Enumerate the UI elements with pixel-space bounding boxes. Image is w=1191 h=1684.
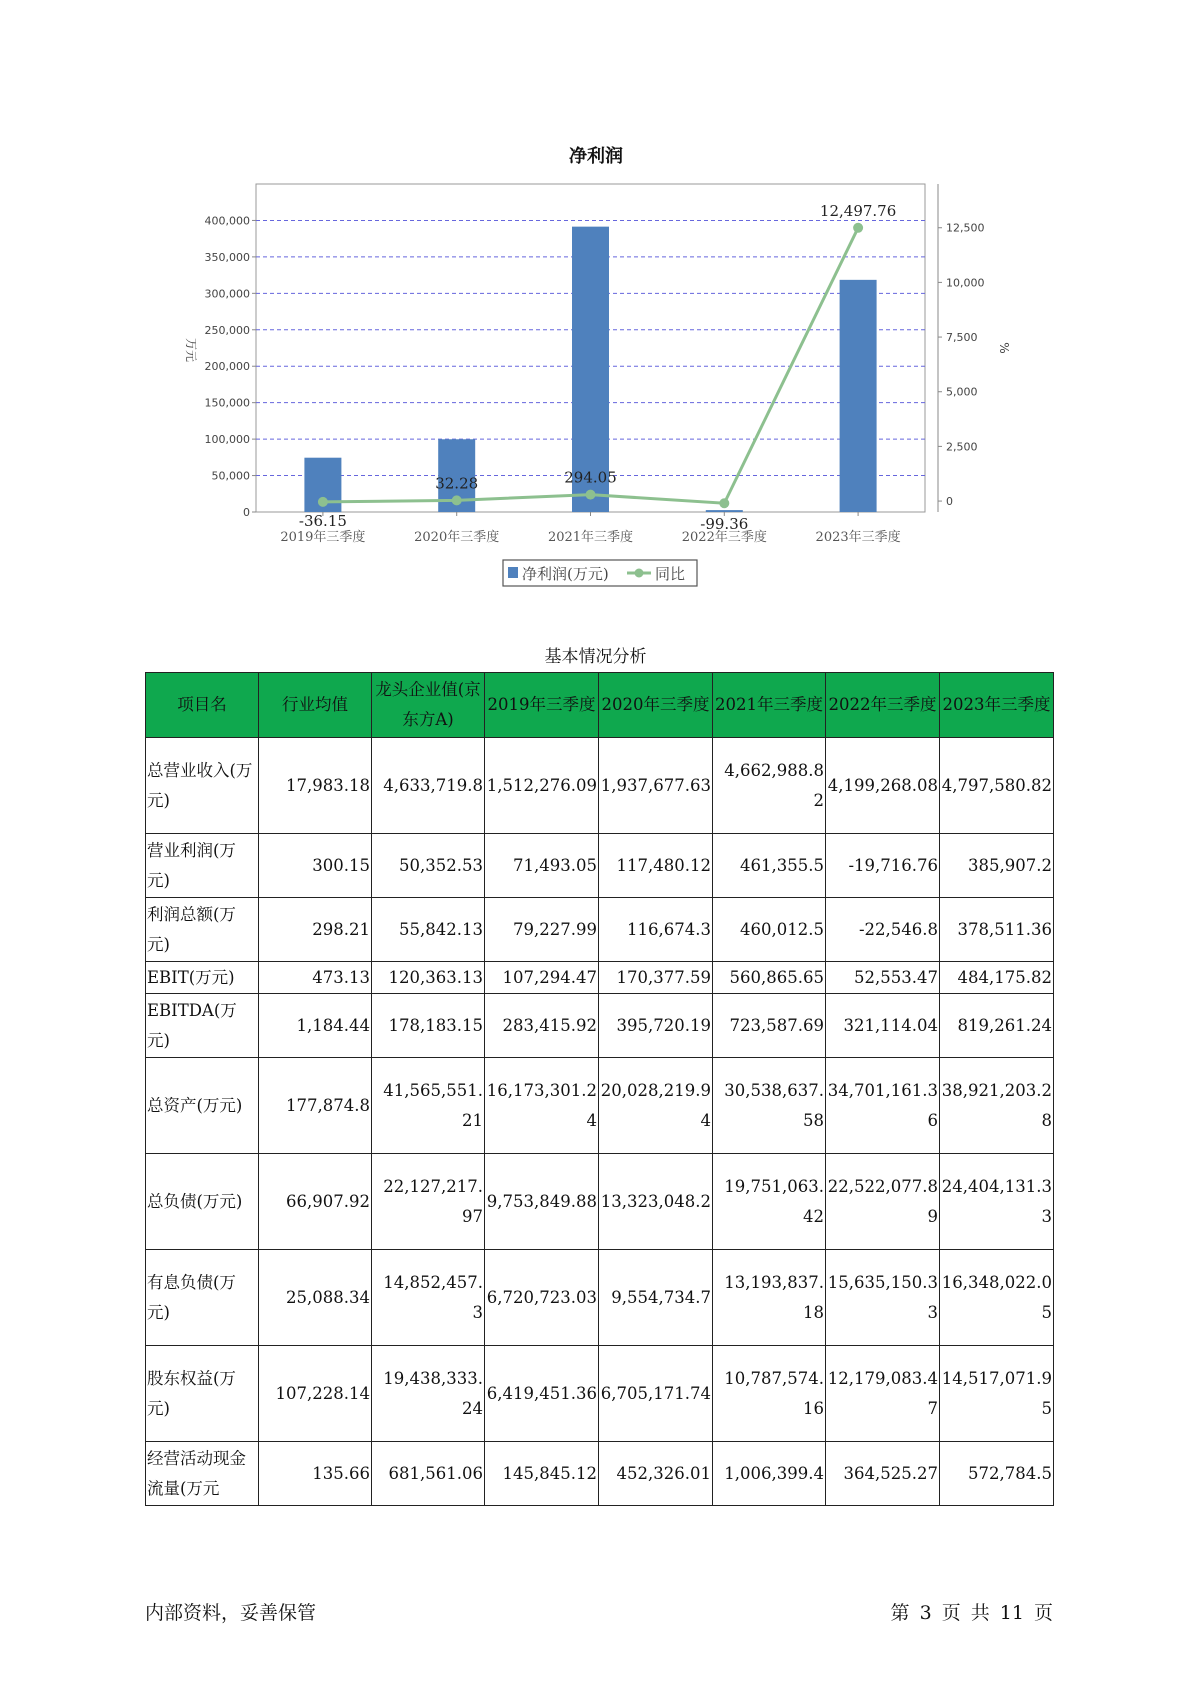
table-cell: 13,193,837.18 <box>713 1250 826 1346</box>
table-cell: 723,587.69 <box>713 994 826 1058</box>
table-row <box>146 1058 1054 1154</box>
table-header-cell: 2019年三季度 <box>485 673 599 738</box>
table-cell: 14,852,457.3 <box>372 1250 485 1346</box>
table-title: 基本情况分析 <box>544 647 647 667</box>
table-row <box>146 994 1054 1058</box>
table-cell: 452,326.01 <box>599 1442 713 1506</box>
row-label: 股东权益(万元) <box>146 1346 259 1442</box>
table-cell: 38,921,203.28 <box>940 1058 1054 1154</box>
legend-bar-label: 净利润(万元) <box>522 565 609 583</box>
left-tick-label: 100,000 <box>204 433 250 447</box>
table-cell: 460,012.5 <box>713 898 826 962</box>
left-tick-label: 150,000 <box>204 396 250 410</box>
table-cell: 41,565,551.21 <box>372 1058 485 1154</box>
table-cell: 34,701,161.36 <box>826 1058 940 1154</box>
yoy-data-label: -36.15 <box>298 511 347 530</box>
table-header-cell: 2020年三季度 <box>599 673 713 738</box>
table-cell: 6,705,171.74 <box>599 1346 713 1442</box>
table-row <box>146 1154 1054 1250</box>
table-cell: 321,114.04 <box>826 994 940 1058</box>
table-cell: 55,842.13 <box>372 898 485 962</box>
table-row <box>146 898 1054 962</box>
net-profit-chart <box>0 0 1191 600</box>
footer-confidential: 内部资料，妥善保管 <box>145 1602 317 1624</box>
table-cell: 1,006,399.4 <box>713 1442 826 1506</box>
table-cell: 9,753,849.88 <box>485 1154 599 1250</box>
table-cell: 145,845.12 <box>485 1442 599 1506</box>
table-header-row <box>146 673 1054 738</box>
table-row <box>146 1442 1054 1506</box>
table-cell: 283,415.92 <box>485 994 599 1058</box>
table-cell: -22,546.8 <box>826 898 940 962</box>
table-row <box>146 834 1054 898</box>
table-cell: 10,787,574.16 <box>713 1346 826 1442</box>
row-label: EBIT(万元) <box>146 962 259 994</box>
table-cell: 170,377.59 <box>599 962 713 994</box>
table-cell: 300.15 <box>259 834 372 898</box>
table-header-cell: 项目名 <box>146 673 259 738</box>
yoy-data-label: -99.36 <box>700 515 749 534</box>
table-cell: 572,784.5 <box>940 1442 1054 1506</box>
left-tick-label: 50,000 <box>211 469 250 483</box>
yoy-data-label: 294.05 <box>564 468 617 487</box>
table-cell: 66,907.92 <box>259 1154 372 1250</box>
bar <box>706 510 743 512</box>
table-cell: 116,674.3 <box>599 898 713 962</box>
table-header-cell: 龙头企业值(京东方A) <box>372 673 485 738</box>
table-cell: 22,522,077.89 <box>826 1154 940 1250</box>
row-label: 总负债(万元) <box>146 1154 259 1250</box>
table-cell: 52,553.47 <box>826 962 940 994</box>
row-label: 总资产(万元) <box>146 1058 259 1154</box>
table-cell: 4,633,719.8 <box>372 738 485 834</box>
table-cell: 30,538,637.58 <box>713 1058 826 1154</box>
right-tick-label: 0 <box>946 495 953 509</box>
table-cell: -19,716.76 <box>826 834 940 898</box>
legend-bar-swatch <box>508 567 518 578</box>
table-cell: 120,363.13 <box>372 962 485 994</box>
table-cell: 4,199,268.08 <box>826 738 940 834</box>
x-tick-label: 2023年三季度 <box>815 530 901 545</box>
legend-line-marker <box>635 569 644 578</box>
table-row <box>146 738 1054 834</box>
right-tick-label: 5,000 <box>946 385 978 399</box>
table-cell: 298.21 <box>259 898 372 962</box>
row-label: 有息负债(万元) <box>146 1250 259 1346</box>
table-cell: 395,720.19 <box>599 994 713 1058</box>
row-label: 总营业收入(万元) <box>146 738 259 834</box>
row-label: 经营活动现金流量(万元 <box>146 1442 259 1506</box>
table-cell: 19,438,333.24 <box>372 1346 485 1442</box>
table-cell: 17,983.18 <box>259 738 372 834</box>
table-cell: 14,517,071.95 <box>940 1346 1054 1442</box>
left-tick-label: 250,000 <box>204 323 250 337</box>
chart-title: 净利润 <box>569 146 623 167</box>
table-cell: 117,480.12 <box>599 834 713 898</box>
table-cell: 15,635,150.33 <box>826 1250 940 1346</box>
table-cell: 484,175.82 <box>940 962 1054 994</box>
table-cell: 4,662,988.82 <box>713 738 826 834</box>
left-tick-label: 200,000 <box>204 360 250 374</box>
basic-analysis-table <box>145 672 1054 1506</box>
x-tick-label: 2019年三季度 <box>280 530 366 545</box>
table-cell: 12,179,083.47 <box>826 1346 940 1442</box>
table-row <box>146 1346 1054 1442</box>
table-cell: 24,404,131.33 <box>940 1154 1054 1250</box>
table-cell: 385,907.2 <box>940 834 1054 898</box>
chart-svg <box>0 0 1191 600</box>
footer-page-number: 第 3 页 共 11 页 <box>890 1602 1053 1624</box>
table-cell: 13,323,048.2 <box>599 1154 713 1250</box>
table-cell: 6,419,451.36 <box>485 1346 599 1442</box>
table-cell: 178,183.15 <box>372 994 485 1058</box>
yoy-data-label: 12,497.76 <box>819 201 897 220</box>
legend-line-label: 同比 <box>655 565 686 583</box>
table-cell: 378,511.36 <box>940 898 1054 962</box>
yoy-point <box>719 498 729 508</box>
table-row <box>146 962 1054 994</box>
table-cell: 6,720,723.03 <box>485 1250 599 1346</box>
table-cell: 681,561.06 <box>372 1442 485 1506</box>
table-cell: 107,228.14 <box>259 1346 372 1442</box>
table-cell: 1,937,677.63 <box>599 738 713 834</box>
table-cell: 22,127,217.97 <box>372 1154 485 1250</box>
yoy-point <box>452 495 462 505</box>
left-axis-title: 万元 <box>184 337 198 363</box>
right-axis-title: % <box>997 342 1011 354</box>
table-cell: 16,348,022.05 <box>940 1250 1054 1346</box>
left-tick-label: 350,000 <box>204 250 250 264</box>
row-label: 利润总额(万元) <box>146 898 259 962</box>
table-cell: 819,261.24 <box>940 994 1054 1058</box>
table-header-cell: 2023年三季度 <box>940 673 1054 738</box>
x-tick-label: 2020年三季度 <box>414 530 500 545</box>
x-tick-label: 2021年三季度 <box>547 530 634 545</box>
table-header-cell: 行业均值 <box>259 673 372 738</box>
yoy-data-label: 32.28 <box>435 474 479 493</box>
left-tick-label: 400,000 <box>204 214 250 228</box>
table-cell: 560,865.65 <box>713 962 826 994</box>
table-cell: 473.13 <box>259 962 372 994</box>
right-tick-label: 2,500 <box>946 440 978 454</box>
left-tick-label: 0 <box>243 506 250 519</box>
table-cell: 135.66 <box>259 1442 372 1506</box>
table-cell: 50,352.53 <box>372 834 485 898</box>
right-tick-label: 12,500 <box>946 221 985 235</box>
yoy-point <box>586 490 596 500</box>
table-cell: 1,184.44 <box>259 994 372 1058</box>
yoy-point <box>318 497 328 507</box>
table-header-cell: 2021年三季度 <box>713 673 826 738</box>
left-tick-label: 300,000 <box>204 287 250 301</box>
table-cell: 177,874.8 <box>259 1058 372 1154</box>
table-cell: 71,493.05 <box>485 834 599 898</box>
yoy-point <box>853 223 863 233</box>
table-cell: 16,173,301.24 <box>485 1058 599 1154</box>
table-cell: 1,512,276.09 <box>485 738 599 834</box>
table-cell: 9,554,734.7 <box>599 1250 713 1346</box>
right-tick-label: 10,000 <box>946 276 985 290</box>
row-label: EBITDA(万元) <box>146 994 259 1058</box>
table-cell: 461,355.5 <box>713 834 826 898</box>
table-row <box>146 1250 1054 1346</box>
table-cell: 4,797,580.82 <box>940 738 1054 834</box>
right-tick-label: 7,500 <box>946 331 978 345</box>
table-cell: 19,751,063.42 <box>713 1154 826 1250</box>
table-cell: 107,294.47 <box>485 962 599 994</box>
bar <box>840 280 877 512</box>
table-cell: 25,088.34 <box>259 1250 372 1346</box>
x-tick-label: 2022年三季度 <box>681 530 767 545</box>
row-label: 营业利润(万元) <box>146 834 259 898</box>
table-cell: 79,227.99 <box>485 898 599 962</box>
table-cell: 20,028,219.94 <box>599 1058 713 1154</box>
table-header-cell: 2022年三季度 <box>826 673 940 738</box>
table-cell: 364,525.27 <box>826 1442 940 1506</box>
